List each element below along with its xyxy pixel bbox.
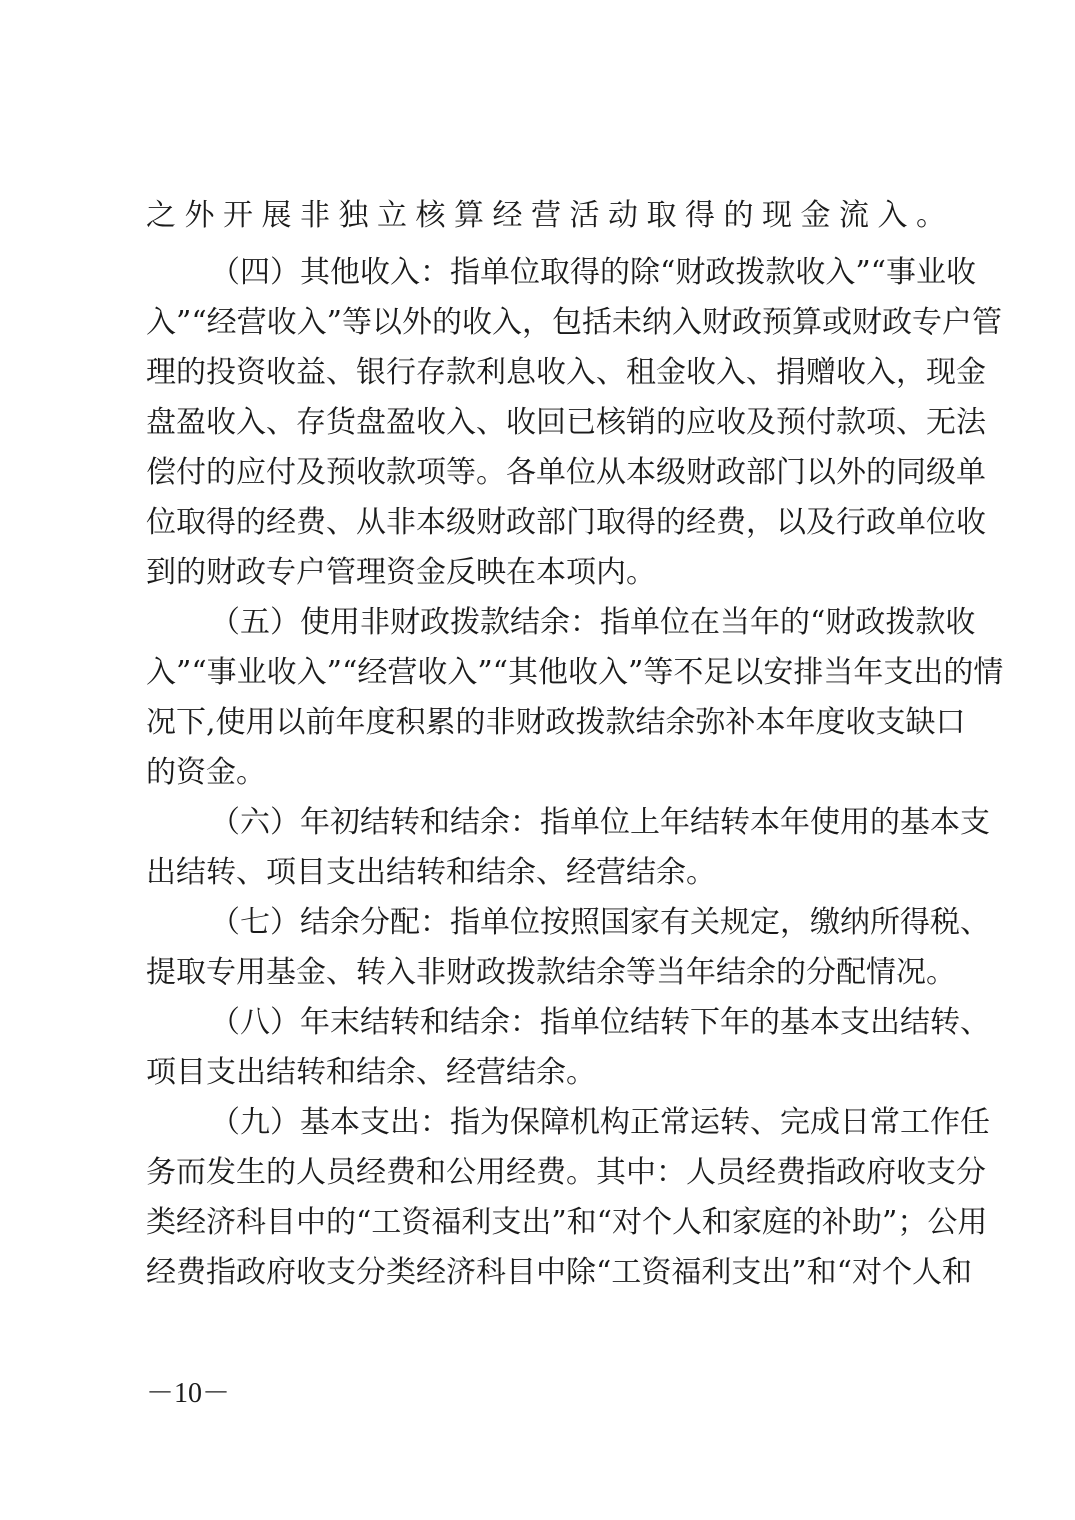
text-line: （四）其他收入：指单位取得的除“财政拨款收入”“事业收: [210, 255, 977, 290]
text-line: 之外开展非独立核算经营活动取得的现金流入。: [146, 198, 946, 233]
page-number: －10－: [146, 1378, 231, 1409]
text-line: （六）年初结转和结余：指单位上年结转本年使用的基本支: [210, 805, 990, 840]
text-line: （七）结余分配：指单位按照国家有关规定，缴纳所得税、: [210, 905, 990, 940]
text-line: 偿付的应付及预收款项等。各单位从本级财政部门以外的同级单: [146, 455, 986, 490]
text-line: 经费指政府收支分类经济科目中除“工资福利支出”和“对个人和: [146, 1255, 973, 1290]
text-line: 理的投资收益、银行存款利息收入、租金收入、捐赠收入，现金: [146, 355, 986, 390]
text-line: 盘盈收入、存货盘盈收入、收回已核销的应收及预付款项、无法: [146, 405, 986, 440]
text-line: 位取得的经费、从非本级财政部门取得的经费，以及行政单位收: [146, 505, 986, 540]
text-line: 况下,使用以前年度积累的非财政拨款结余弥补本年度收支缺口: [146, 705, 966, 740]
text-line: 的资金。: [146, 755, 266, 790]
text-line: 提取专用基金、转入非财政拨款结余等当年结余的分配情况。: [146, 955, 956, 990]
text-line: 入”“经营收入”等以外的收入，包括未纳入财政预算或财政专户管: [146, 305, 1003, 340]
text-line: 入”“事业收入”“经营收入”“其他收入”等不足以安排当年支出的情: [146, 655, 1004, 690]
text-line: 类经济科目中的“工资福利支出”和“对个人和家庭的补助”；公用: [146, 1205, 988, 1240]
text-line: 项目支出结转和结余、经营结余。: [146, 1055, 596, 1090]
text-line: （九）基本支出：指为保障机构正常运转、完成日常工作任: [210, 1105, 990, 1140]
text-line: 务而发生的人员经费和公用经费。其中：人员经费指政府收支分: [146, 1155, 986, 1190]
text-line: 出结转、项目支出结转和结余、经营结余。: [146, 855, 716, 890]
text-line: （五）使用非财政拨款结余：指单位在当年的“财政拨款收: [210, 605, 976, 640]
text-line: （八）年末结转和结余：指单位结转下年的基本支出结转、: [210, 1005, 990, 1040]
text-line: 到的财政专户管理资金反映在本项内。: [146, 555, 656, 590]
